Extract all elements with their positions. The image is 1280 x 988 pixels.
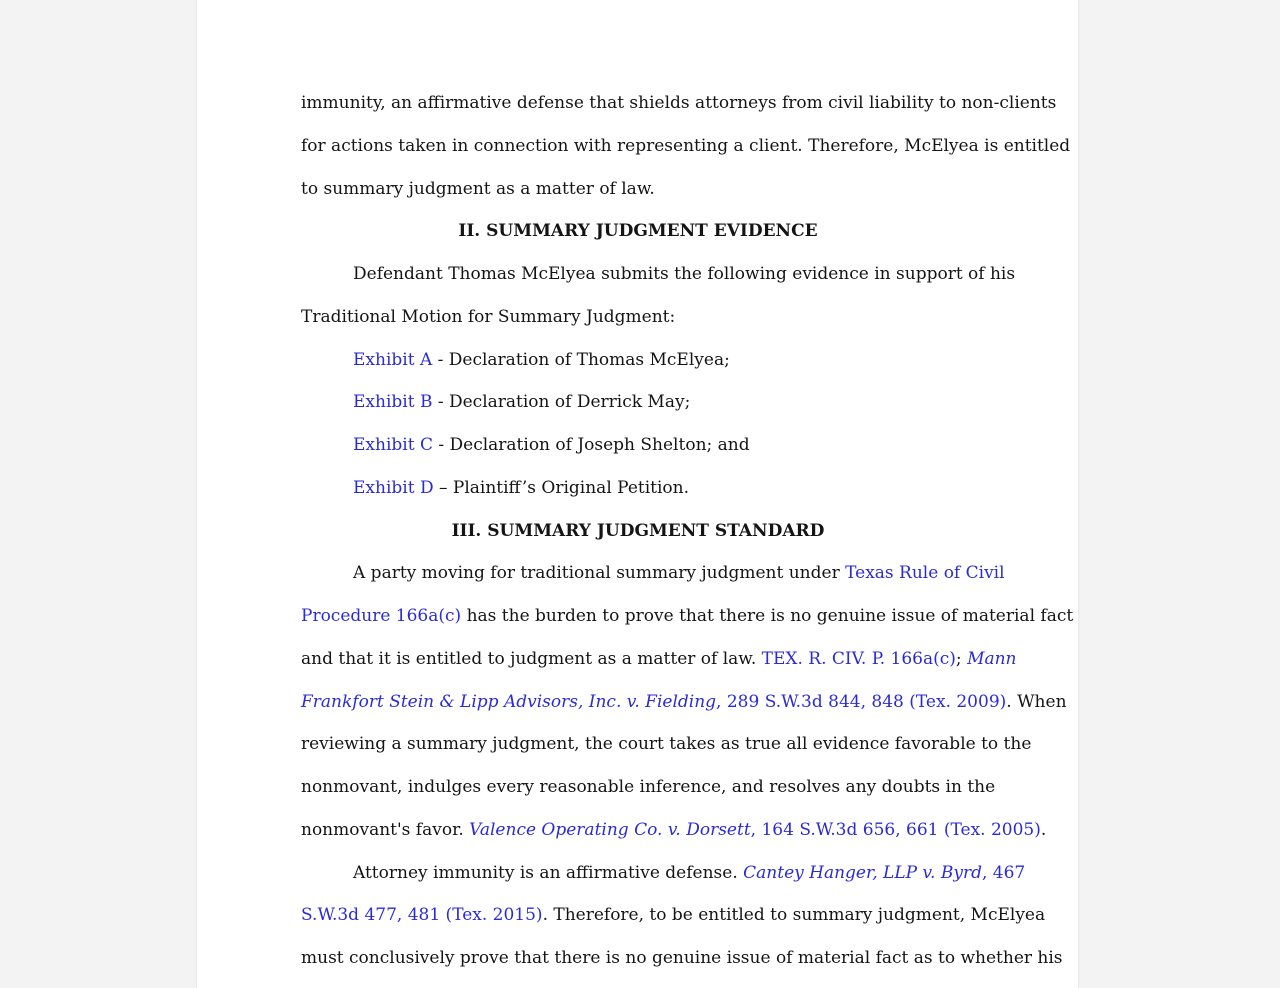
body-line: Defendant Thomas McElyea submits the following evidence in support of his <box>353 264 1016 284</box>
body-line: A party moving for traditional summary judgment under Texas Rule of Civil <box>353 563 1005 584</box>
document-page <box>197 0 1078 988</box>
citation-link[interactable]: , 164 S.W.3d 656, 661 (Tex. 2005) <box>750 819 1041 840</box>
exhibit-a-link[interactable]: Exhibit A <box>353 349 433 370</box>
body-line: Attorney immunity is an affirmative defense. Cantey Hanger, LLP v. Byrd, 467 <box>353 862 1026 883</box>
case-link[interactable]: Valence Operating Co. v. Dorsett <box>469 819 751 840</box>
page-content <box>301 82 1074 980</box>
body-line: and that it is entitled to judgment as a matter of law. TEX. R. CIV. P. 166a(c); Mann <box>301 648 1017 669</box>
body-line: Procedure 166a(c) has the burden to prove that there is no genuine issue of material fact <box>301 606 1074 626</box>
body-line: nonmovant's favor. Valence Operating Co. v. Dorsett, 164 S.W.3d 656, 661 (Tex. 2005). <box>301 819 1047 840</box>
exhibit-d-link[interactable]: Exhibit D <box>353 477 434 498</box>
body-line: Frankfort Stein & Lipp Advisors, Inc. v. Fielding, 289 S.W.3d 844, 848 (Tex. 2009). When <box>301 691 1067 712</box>
body-line: S.W.3d 477, 481 (Tex. 2015). Therefore, to be entitled to summary judgment, McElyea <box>301 905 1046 926</box>
body-line: must conclusively prove that there is no genuine issue of material fact as to whether his <box>301 948 1063 968</box>
body-line: to summary judgment as a matter of law. <box>301 178 655 199</box>
exhibit-item: Exhibit A - Declaration of Thomas McElyea; <box>353 349 730 370</box>
section-heading-evidence: II. SUMMARY JUDGMENT EVIDENCE <box>458 221 818 242</box>
case-link[interactable]: Mann <box>967 648 1017 669</box>
case-link[interactable]: Frankfort Stein & Lipp Advisors, Inc. v. Fielding <box>301 691 717 712</box>
citation-link[interactable]: , 467 <box>981 862 1026 883</box>
rule-link[interactable]: Procedure 166a(c) <box>301 606 462 626</box>
exhibit-item: Exhibit C - Declaration of Joseph Shelton; and <box>353 435 750 455</box>
exhibit-c-link[interactable]: Exhibit C <box>353 435 433 455</box>
exhibit-item: Exhibit B - Declaration of Derrick May; <box>353 392 691 413</box>
rule-citation-link[interactable]: TEX. R. CIV. P. 166a(c) <box>761 648 956 669</box>
citation-link[interactable]: , 289 S.W.3d 844, 848 (Tex. 2009) <box>716 691 1007 712</box>
exhibit-b-link[interactable]: Exhibit B <box>353 392 433 413</box>
case-link[interactable]: Cantey Hanger, LLP v. Byrd <box>743 862 982 883</box>
body-line: Traditional Motion for Summary Judgment: <box>301 306 676 327</box>
citation-link[interactable]: S.W.3d 477, 481 (Tex. 2015) <box>301 905 543 926</box>
section-heading-standard: III. SUMMARY JUDGMENT STANDARD <box>451 520 825 541</box>
body-line: immunity, an affirmative defense that shields attorneys from civil liability to non-clients <box>301 93 1057 113</box>
exhibit-item: Exhibit D – Plaintiff’s Original Petition. <box>353 477 690 498</box>
body-line: reviewing a summary judgment, the court takes as true all evidence favorable to the <box>301 734 1032 755</box>
rule-link[interactable]: Texas Rule of Civil <box>845 563 1005 584</box>
body-line: nonmovant, indulges every reasonable inference, and resolves any doubts in the <box>301 777 996 797</box>
body-line: for actions taken in connection with representing a client. Therefore, McElyea is entitled <box>301 135 1071 156</box>
